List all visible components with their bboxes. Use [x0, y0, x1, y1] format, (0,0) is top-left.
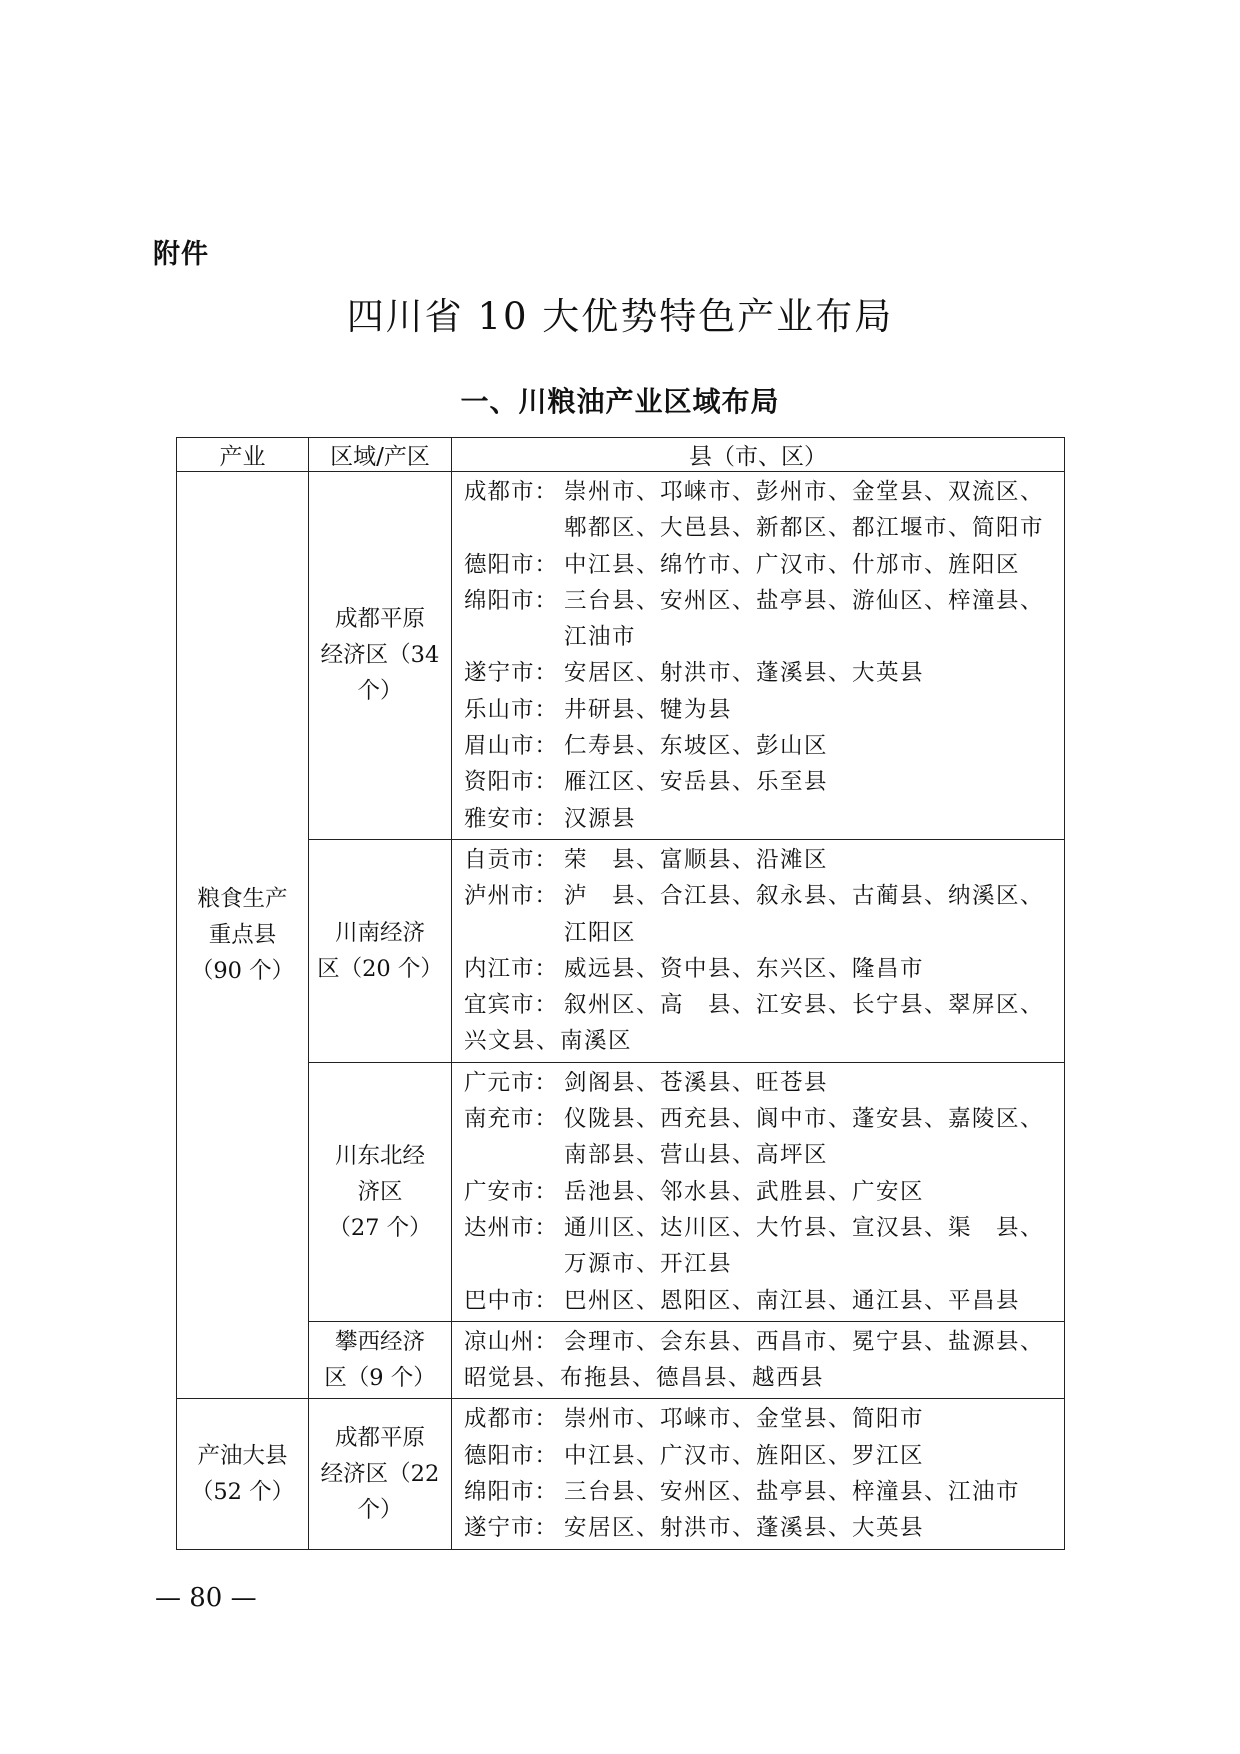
city-entry [464, 1474, 1056, 1510]
county-list-cell [452, 1062, 1065, 1321]
county-line: 南部县、营山县、高坪区 [564, 1142, 829, 1169]
county-line: 仪陇县、西充县、阆中市、蓬安县、嘉陵区、 [564, 1106, 1045, 1133]
city-label: 德阳市： [464, 551, 559, 578]
table-row [177, 472, 1065, 840]
city-label: 泸州市： [464, 883, 559, 910]
county-line: 江油市 [564, 624, 637, 651]
city-entry [464, 801, 1056, 837]
city-entry [464, 987, 1056, 1023]
county-continuation-line: 兴文县、南溪区 [464, 1028, 633, 1055]
county-names [564, 801, 1056, 837]
city-label: 遂宁市： [464, 1515, 559, 1542]
county-line: 中江县、广汉市、旌阳区、罗江区 [564, 1442, 925, 1469]
county-line: 威远县、资中县、东兴区、隆昌市 [564, 955, 925, 982]
city-entry [464, 655, 1056, 691]
city-label: 巴中市： [464, 1287, 559, 1314]
city-label: 南充市： [464, 1106, 559, 1133]
city-entry [464, 1510, 1056, 1546]
county-line: 三台县、安州区、盐亭县、梓潼县、江油市 [564, 1479, 1021, 1506]
header-industry: 产业 [177, 438, 309, 472]
city-entry [464, 1065, 1056, 1101]
county-names [564, 878, 1056, 951]
county-names [564, 583, 1056, 656]
industry-name-line: 粮食生产 [197, 886, 288, 913]
page-number: — 80 — [155, 1583, 257, 1613]
county-line: 崇州市、邛崃市、彭州市、金堂县、双流区、 [564, 479, 1045, 505]
county-line: 安居区、射洪市、蓬溪县、大英县 [564, 1515, 925, 1542]
city-label: 雅安市： [464, 805, 559, 832]
region-cell [309, 1062, 452, 1321]
city-label: 广安市： [464, 1178, 559, 1205]
county-line: 雁江区、安岳县、乐至县 [564, 769, 829, 796]
section-title: 一、川粮油产业区域布局 [460, 385, 780, 418]
county-names [564, 987, 1056, 1023]
city-label: 成都市： [464, 479, 559, 505]
county-names [564, 1174, 1056, 1210]
table-body [177, 472, 1065, 1550]
region-name-line: 川南经济 [334, 919, 425, 946]
city-label: 达州市： [464, 1214, 559, 1241]
industry-cell [177, 472, 309, 1399]
county-line: 通川区、达川区、大竹县、宣汉县、渠 县、 [564, 1214, 1045, 1241]
city-label: 遂宁市： [464, 660, 559, 687]
region-name-line: 成都平原 [334, 606, 425, 633]
county-names [564, 842, 1056, 878]
city-entry [464, 692, 1056, 728]
county-line: 安居区、射洪市、蓬溪县、大英县 [564, 660, 925, 687]
table-row [177, 839, 1065, 1062]
region-cell [309, 839, 452, 1062]
city-entry [464, 842, 1056, 878]
county-line: 汉源县 [564, 805, 637, 832]
county-names [564, 1283, 1056, 1319]
county-names [564, 1101, 1056, 1174]
table-row [177, 1321, 1065, 1399]
county-line: 剑阁县、苍溪县、旺苍县 [564, 1069, 829, 1096]
city-label: 眉山市： [464, 733, 559, 760]
county-line: 荣 县、富顺县、沿滩区 [564, 846, 829, 873]
city-entry [464, 951, 1056, 987]
industry-name-line: 重点县 [208, 922, 277, 949]
county-names [564, 728, 1056, 764]
county-names [564, 692, 1056, 728]
county-line: 会理市、会东县、西昌市、冕宁县、盐源县、 [564, 1328, 1045, 1355]
county-list-cell [452, 839, 1065, 1062]
county-names [564, 1210, 1056, 1283]
county-line: 岳池县、邻水县、武胜县、广安区 [564, 1178, 925, 1205]
county-names [564, 655, 1056, 691]
county-list-cell [452, 472, 1065, 840]
city-entry [464, 1174, 1056, 1210]
city-label: 凉山州： [464, 1328, 559, 1355]
city-label: 乐山市： [464, 696, 559, 723]
county-line: 泸 县、合江县、叙永县、古蔺县、纳溪区、 [564, 883, 1045, 910]
city-label: 绵阳市： [464, 1479, 559, 1506]
table-row [177, 1062, 1065, 1321]
city-label: 资阳市： [464, 769, 559, 796]
city-entry [464, 764, 1056, 800]
county-names [564, 1474, 1056, 1510]
county-names [564, 1401, 1056, 1437]
region-name-line: 个） [357, 678, 403, 705]
county-names [564, 951, 1056, 987]
city-entry [464, 474, 1056, 547]
document-title: 四川省 10 大优势特色产业布局 [346, 295, 894, 338]
county-line: 叙州区、高 县、江安县、长宁县、翠屏区、 [564, 992, 1045, 1019]
region-name-line: 成都平原 [334, 1425, 425, 1452]
industry-name-line: （52 个） [190, 1479, 295, 1506]
city-label: 德阳市： [464, 1442, 559, 1469]
city-label: 绵阳市： [464, 587, 559, 614]
city-entry [464, 1401, 1056, 1437]
county-line: 三台县、安州区、盐亭县、游仙区、梓潼县、 [564, 587, 1045, 614]
region-cell [309, 472, 452, 840]
region-name-line: （27 个） [328, 1214, 432, 1241]
county-list-cell [452, 1399, 1065, 1549]
city-entry [464, 547, 1056, 583]
city-entry [464, 1101, 1056, 1174]
region-name-line: 经济区（22 [320, 1461, 440, 1488]
city-entry [464, 1283, 1056, 1319]
county-line: 巴州区、恩阳区、南江县、通江县、平昌县 [564, 1287, 1021, 1314]
region-name-line: 川东北经 [334, 1142, 425, 1169]
city-label: 内江市： [464, 955, 559, 982]
county-line: 井研县、犍为县 [564, 696, 733, 723]
county-names [564, 1510, 1056, 1546]
county-line: 崇州市、邛崃市、金堂县、简阳市 [564, 1406, 925, 1433]
city-entry [464, 583, 1056, 656]
region-name-line: 济区 [357, 1178, 403, 1205]
industry-cell [177, 1399, 309, 1549]
county-names [564, 1438, 1056, 1474]
industry-layout-table [176, 437, 1065, 1550]
region-name-line: 区（20 个） [317, 955, 443, 982]
city-entry [464, 1210, 1056, 1283]
city-entry [464, 728, 1056, 764]
county-line: 江阳区 [564, 919, 637, 946]
region-name-line: 区（9 个） [324, 1365, 436, 1392]
county-names [564, 764, 1056, 800]
region-cell [309, 1321, 452, 1399]
city-entry [464, 1324, 1056, 1360]
region-name-line: 经济区（34 [320, 642, 440, 669]
table-row [177, 1399, 1065, 1549]
city-label: 广元市： [464, 1069, 559, 1096]
city-entry [464, 1438, 1056, 1474]
industry-name-line: （90 个） [190, 958, 295, 985]
county-line: 中江县、绵竹市、广汉市、什邡市、旌阳区 [564, 551, 1021, 578]
city-entry [464, 878, 1056, 951]
region-cell [309, 1399, 452, 1549]
county-names [564, 1065, 1056, 1101]
table-header-row [177, 438, 1065, 472]
county-names [564, 474, 1056, 547]
header-region: 区域/产区 [309, 438, 452, 472]
header-counties: 县（市、区） [452, 438, 1065, 472]
industry-name-line: 产油大县 [197, 1443, 288, 1470]
region-name-line: 攀西经济 [334, 1329, 425, 1356]
county-continuation-line: 昭觉县、布拖县、德昌县、越西县 [464, 1365, 825, 1392]
city-label: 成都市： [464, 1406, 559, 1433]
region-name-line: 个） [357, 1497, 403, 1524]
city-label: 宜宾市： [464, 992, 559, 1019]
county-names [564, 547, 1056, 583]
county-line: 郫都区、大邑县、新都区、都江堰市、简阳市 [564, 515, 1045, 542]
county-line: 仁寿县、东坡区、彭山区 [564, 733, 829, 760]
city-label: 自贡市： [464, 846, 559, 873]
county-names [564, 1324, 1056, 1360]
attachment-label: 附件 [153, 239, 209, 270]
county-line: 万源市、开江县 [564, 1251, 733, 1278]
county-list-cell [452, 1321, 1065, 1399]
